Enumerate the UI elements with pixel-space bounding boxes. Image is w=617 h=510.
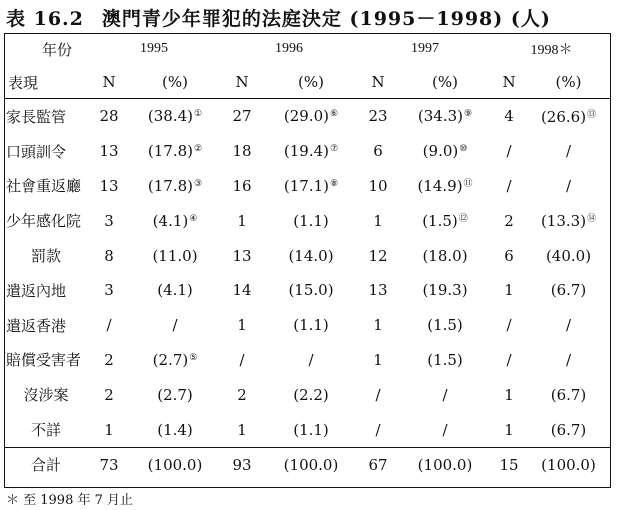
percent-cell <box>264 377 358 412</box>
count-cell: 28 <box>99 107 119 126</box>
total-percent: (100.0) <box>264 447 358 482</box>
percent-cell <box>130 273 220 308</box>
table-row <box>4 203 611 238</box>
percent-cell <box>264 343 358 378</box>
count-cell: / <box>375 385 381 404</box>
percent-cell <box>130 203 220 238</box>
count-cell: 1 <box>237 211 247 230</box>
percent-cell <box>130 134 220 169</box>
count-cell: 13 <box>368 281 388 300</box>
col-pct: (%) <box>298 73 324 91</box>
total-count: 93 <box>220 447 264 482</box>
year-header-1995: 1995 <box>140 41 168 56</box>
col-n: N <box>502 73 516 91</box>
percent-cell <box>526 99 611 134</box>
total-row <box>4 447 611 482</box>
total-percent: (100.0) <box>526 447 611 482</box>
row-label: 社會重返廳 <box>6 177 82 196</box>
count-cell: 4 <box>504 107 514 126</box>
row-label: 沒涉案 <box>23 386 69 405</box>
percent-cell <box>130 169 220 204</box>
percent-cell <box>526 134 611 169</box>
footnote-marker: ⑬ <box>587 109 597 120</box>
year-header-1996: 1996 <box>275 41 303 56</box>
percent-value: (6.7) <box>550 385 587 404</box>
percent-value: / <box>565 316 572 335</box>
count-cell: 13 <box>232 246 252 265</box>
percent-value: / <box>565 350 572 369</box>
col-pct: (%) <box>555 73 582 91</box>
footnote-marker: ⑫ <box>458 214 468 225</box>
count-cell: 8 <box>104 246 114 265</box>
count-cell: / <box>239 350 245 369</box>
percent-value: (1.5) <box>422 212 458 231</box>
count-cell: 13 <box>99 176 119 195</box>
percent-value: (1.1) <box>293 316 329 335</box>
count-cell: 1 <box>237 420 247 439</box>
percent-value: (18.0) <box>422 246 468 265</box>
total-count: 15 <box>492 447 526 482</box>
row-label: 賠償受害者 <box>6 351 82 370</box>
percent-cell <box>398 238 492 273</box>
percent-cell <box>398 203 492 238</box>
count-cell: / <box>506 176 512 195</box>
percent-value: / <box>442 385 448 404</box>
count-cell: 13 <box>99 142 119 161</box>
footnote-marker: ⑩ <box>459 144 468 155</box>
count-cell: / <box>506 350 512 369</box>
count-cell: 1 <box>504 420 514 439</box>
percent-cell <box>398 412 492 447</box>
percent-cell <box>264 99 358 134</box>
total-percent: (100.0) <box>130 447 220 482</box>
footnote-marker: ④ <box>189 213 198 224</box>
header-row-years <box>4 33 611 65</box>
percent-value: (4.1) <box>157 281 193 300</box>
percent-cell <box>264 134 358 169</box>
col-n: N <box>102 73 116 91</box>
table-row <box>4 377 611 412</box>
footnote-marker: ⑪ <box>463 179 473 190</box>
footnote-marker: ② <box>194 144 203 155</box>
percent-cell <box>130 238 220 273</box>
percent-value: (14.0) <box>288 246 334 265</box>
percent-value: (19.3) <box>422 281 468 300</box>
percent-cell <box>264 169 358 204</box>
percent-value: (17.8) <box>147 142 194 161</box>
count-cell: 1 <box>373 211 383 230</box>
count-cell: 3 <box>104 211 114 230</box>
total-count: 73 <box>88 447 130 482</box>
col-pct: (%) <box>162 73 188 91</box>
footnote-marker: ⑭ <box>587 214 597 225</box>
count-cell: 1 <box>104 420 114 439</box>
percent-cell <box>526 273 611 308</box>
table-row <box>4 134 611 169</box>
percent-value: (6.7) <box>550 281 587 300</box>
percent-value: (26.6) <box>540 107 587 126</box>
year-header-1998: 1998＊ <box>530 43 573 58</box>
table-row <box>4 99 611 134</box>
percent-value: / <box>565 176 572 195</box>
percent-value: / <box>172 316 178 335</box>
footnote-marker: ③ <box>194 178 203 189</box>
count-cell: 14 <box>232 281 252 300</box>
col-n: N <box>371 73 385 91</box>
count-cell: 1 <box>504 385 514 404</box>
percent-cell <box>130 343 220 378</box>
percent-cell <box>398 343 492 378</box>
total-label: 合計 <box>4 447 88 482</box>
footnote-marker: ① <box>194 109 203 120</box>
count-cell: / <box>106 316 112 335</box>
row-label: 家長監管 <box>6 107 67 126</box>
count-cell: 2 <box>504 211 514 230</box>
percent-value: / <box>565 142 572 161</box>
count-cell: 23 <box>368 107 388 126</box>
count-cell: 16 <box>232 176 252 195</box>
percent-cell <box>398 308 492 343</box>
percent-value: (29.0) <box>283 107 330 126</box>
footnote-marker: ⑦ <box>330 144 339 155</box>
percent-cell <box>398 134 492 169</box>
percent-cell <box>526 377 611 412</box>
footnote-marker: ⑧ <box>330 178 339 189</box>
percent-cell <box>398 377 492 412</box>
percent-value: (13.3) <box>540 212 587 231</box>
percent-value: (40.0) <box>545 246 592 265</box>
percent-cell <box>264 203 358 238</box>
table-number: 表 16.2 <box>6 8 84 30</box>
total-count: 67 <box>358 447 398 482</box>
percent-cell <box>130 412 220 447</box>
table-title <box>6 4 612 31</box>
count-cell: 6 <box>373 142 383 161</box>
count-cell: / <box>506 316 512 335</box>
year-header-1997: 1997 <box>411 41 439 56</box>
count-cell: / <box>375 420 381 439</box>
total-percent: (100.0) <box>398 447 492 482</box>
corner-label-year: 年份 <box>41 40 72 59</box>
row-label: 口頭訓令 <box>6 142 67 161</box>
percent-cell <box>526 308 611 343</box>
table-caption: 澳門青少年罪犯的法庭決定 (1995－1998) (人) <box>101 8 551 30</box>
footnote: ＊ 至 1998 年 7 月止 <box>6 493 134 508</box>
percent-value: (6.7) <box>550 420 587 439</box>
percent-value: (19.4) <box>283 142 330 161</box>
row-label: 罰款 <box>30 247 61 266</box>
percent-cell <box>130 377 220 412</box>
percent-value: (2.2) <box>293 385 329 404</box>
footnote-marker: ⑥ <box>330 109 339 120</box>
percent-cell <box>398 169 492 204</box>
percent-cell <box>398 99 492 134</box>
percent-cell <box>526 203 611 238</box>
table-row <box>4 238 611 273</box>
count-cell: 2 <box>237 385 247 404</box>
percent-value: (2.7) <box>152 350 189 369</box>
percent-value: (11.0) <box>152 246 198 265</box>
count-cell: 12 <box>368 246 388 265</box>
count-cell: 27 <box>232 107 252 126</box>
row-label: 不詳 <box>30 421 61 440</box>
percent-cell <box>264 412 358 447</box>
table-row <box>4 273 611 308</box>
percent-value: (1.1) <box>293 211 329 230</box>
percent-cell <box>526 238 611 273</box>
percent-cell <box>526 169 611 204</box>
count-cell: 18 <box>232 142 252 161</box>
col-pct: (%) <box>432 73 458 91</box>
count-cell: 1 <box>373 316 383 335</box>
count-cell: 2 <box>104 350 114 369</box>
percent-value: (9.0) <box>422 142 459 161</box>
col-n: N <box>235 73 249 91</box>
percent-cell <box>264 273 358 308</box>
percent-cell <box>264 238 358 273</box>
percent-cell <box>130 308 220 343</box>
percent-cell <box>130 99 220 134</box>
table-row <box>4 308 611 343</box>
header-row-columns <box>4 65 611 99</box>
corner-label-measure: 表現 <box>8 73 39 92</box>
percent-value: (1.5) <box>427 350 463 369</box>
footnote-marker: ⑨ <box>464 109 473 120</box>
count-cell: 2 <box>104 385 114 404</box>
percent-value: / <box>442 420 448 439</box>
count-cell: 1 <box>237 316 247 335</box>
row-label: 遣返香港 <box>6 316 67 335</box>
percent-cell <box>398 273 492 308</box>
percent-value: (34.3) <box>417 107 464 126</box>
row-label: 少年感化院 <box>6 212 82 231</box>
table-row <box>4 343 611 378</box>
percent-value: (17.1) <box>283 176 330 195</box>
percent-value: (14.9) <box>417 177 463 196</box>
count-cell: / <box>506 142 512 161</box>
footnote-marker: ⑤ <box>189 352 198 363</box>
table-row <box>4 412 611 447</box>
percent-value: (38.4) <box>147 107 194 126</box>
percent-value: (1.4) <box>157 420 193 439</box>
percent-value: (15.0) <box>288 281 334 300</box>
court-decisions-table <box>4 33 611 482</box>
percent-value: (4.1) <box>152 211 189 230</box>
percent-value: (1.5) <box>427 316 463 335</box>
count-cell: 6 <box>504 246 514 265</box>
percent-cell <box>264 308 358 343</box>
count-cell: 1 <box>373 350 383 369</box>
row-label: 遣返內地 <box>6 281 67 300</box>
percent-value: (2.7) <box>157 385 193 404</box>
percent-value: (1.1) <box>293 420 329 439</box>
count-cell: 10 <box>368 176 388 195</box>
count-cell: 1 <box>504 281 514 300</box>
percent-cell <box>526 343 611 378</box>
percent-value: (17.8) <box>147 176 194 195</box>
count-cell: 3 <box>104 281 114 300</box>
percent-value: / <box>308 350 314 369</box>
table-row <box>4 169 611 204</box>
percent-cell <box>526 412 611 447</box>
